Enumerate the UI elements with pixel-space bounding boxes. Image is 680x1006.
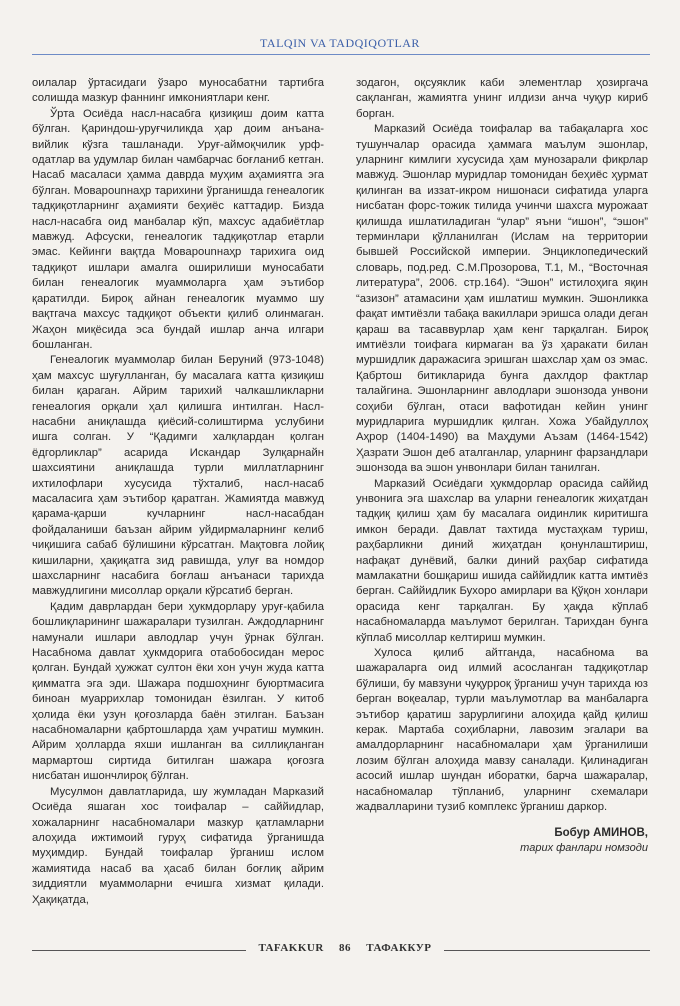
- paragraph: Мусулмон давлатларида, шу жумладан Марказий Осиёда яшаган хос тоифалар – саййидлар, хожаларнинг насабномалари мазкур қатламларни алоҳида ижтимоий гуруҳ сифатида ўрганишда муҳимдир. Бундай тоифалар ўрганиш ислом жамиятида насаб ва ҳасаб билан боғлиқ айрим зиддиятли муаммоларни ечишга хизмат қилади. Ҳақиқатда,: [32, 785, 324, 906]
- right-column: [356, 76, 648, 856]
- paragraph: Ўрта Осиёда насл-насабга қизиқиш доим катта бўлган. Қариндош-уруғчиликда ҳар доим анъана-вийлик кўзга ташланади. Уруғ-аймоқчилик урф-одатлар ва удумлар билан чамбарчас боғланиб кетган. Насаб масаласи ҳамма даврда муҳим аҳамиятга эга бўлган. Моварounнаҳр тарихини ўрганишда генеалогик тадқиқотларнинг аҳамияти беҳиёс каттадир. Бизда насл-насабга оид манбалар кўп, махсус адабиётлар мавжуд. Афсуски, генеалогик тадқиқотлар етарли эмас. Кейинги вақтда Моварounнаҳр тарихига оид тадқиқот ишлари амалга оширилиши муносабати билан генеалогик муаммоларга ҳам эътибор қаратилди. Бироқ айнан генеалогик муаммо шу вақтгача махсус тадқиқот объекти қилиб олинмаган. Жаҳон миқёсида эса бундай ишлар анча илгари бошланган.: [32, 107, 324, 351]
- running-header: TALQIN VA TADQIQOTLAR: [260, 36, 420, 50]
- left-column: [32, 76, 324, 908]
- footer-rule-left: [32, 950, 246, 951]
- paragraph: Марказий Осиёда тоифалар ва табақаларга хос тушунчалар орасида ҳаммага маълум эшонлар, уларнинг кимлиги хусусида ҳам мунозарали фикрлар мавжуд. Эшонлар муридлар томонидан беҳиёс ҳурмат қилинган ва иззат-икром нишонаси сифатида уларга нисбатан форс-тожик тилида учинчи шахсга мурожаат қилишда ишлатиладиган “улар” яъни “ишон”, “эшон” терминлари қўлланилган (Ислам на территории бывшей Российской империи. Энциклопедический словарь, под.ред. С.М.Прозорова, Т.1, М., “Восточная литература”, 2006. стр.164). “Эшон” истилоҳига яқин “азизон” атамасини ҳам ишлатиш мумкин. Эшонликка фақат имтиёзли табақа вакиллари эришса олади деган қараш ва тасаввурлар ҳам кенг тарқалган. Бироқ имтиёзли тоифага кирмаган ва ўз ҳаракати билан муршидлик даражасига эришган шахслар ҳам оз эмас. Қабртош битикларида бунга дахлдор фактлар талайгина. Эшонларнинг авлодлари эшонзода унвони соҳиби бўлган, отаси вафотидан кейин унинг муридларига муршидлик қилган. Хожа Убайдуллоҳ Аҳрор (1404-1490) ва Маҳдуми Аъзам (1464-1542) Ҳазрати Эшон деб аталганлар, уларнинг фарзандлари эшонзода ва эшон унвонлари билан танилган.: [356, 123, 648, 475]
- author-name: Бобур АМИНОВ,: [554, 826, 648, 839]
- paragraph: Марказий Осиёдаги ҳукмдорлар орасида саййид унвонига эга шахслар ва уларни генеалогик жиҳатдан тадқиқ қилиш ҳам бу масалага оидинлик киритишга имкон беради. Давлат тахтида мустаҳкам туриш, раҳбарликни диний жиҳатдан қонунлаштириш, нафақат дунёвий, балки диний раҳбар сифатида мамлакатни бошқариш ишида саййидлик катта имтиёз берган. Саййидлик Бухоро амирлари ва Қўқон хонлари орасида кенг тарқалган. Бу ҳақда кўплаб насабномаларда маълумот берилган. Тарихдан бунга кўплаб мисоллар келтириш мумкин.: [356, 477, 648, 644]
- paragraph: Хулоса қилиб айтганда, насабнома ва шажараларга оид илмий асосланган тадқиқотлар бўлиши, бу мавзуни чуқурроқ ўрганиш учун тарихда юз берган воқеалар, турли маълумотлар ва манбаларга эътибор қаратиш зарурлигини алоҳида қайд қилиш керак. Мартаба соҳибларни, лавозим эгалари ва амалдорларнинг насабномалари ҳам ўрганилиши лозим бўлган алоҳида мавзу саналади. Қилинадиган асосий ишлар шундан иборатки, барча шажаралар, насабномалар тўпланиб, уларнинг схемалари жадвалларини тузиб комплекс ўрганиш даркор.: [356, 647, 648, 814]
- page-footer: [32, 942, 650, 958]
- footer-text: [252, 942, 438, 954]
- paragraph: оилалар ўртасидаги ўзаро муносабатни тартибга солишда мазкур фаннинг имкониятлари кенг.: [32, 77, 324, 105]
- footer-rule-right: [444, 950, 650, 951]
- paragraph: зодагон, оқсуяклик каби элементлар ҳозиргача сақланган, жамиятга унинг илдизи анча чуқур кириб борган.: [356, 77, 648, 120]
- footer-journal-cyrillic: ТАФАККУР: [366, 942, 432, 954]
- header-divider: [32, 54, 650, 55]
- paragraph: Қадим даврлардан бери ҳукмдорлару уруғ-қабила бошлиқларининг шажаралари тузилган. Аждодларнинг намунали ишлари авлодлар учун ўрнак бўлган. Насабнома давлат ҳукмдорига отабобосидан мерос қолган. Бундай ҳужжат султон ёки хон учун жуда катта қимматга эга эди. Шажара подшоҳнинг буюртмасига биноан муаррихлар томонидан ёзилган. У китоб ҳолида ёки узун қоғозларда баён этилган. Баъзан насабномаларни қабртошларда ҳам учратиш мумкин. Айрим ҳолларда яхши ишланган ва силлиқланган мармартош сиртида битилган шажара қоғозга нисбатан ишончлироқ бўлган.: [32, 600, 324, 783]
- author-title: тарих фанлари номзоди: [520, 841, 648, 854]
- footer-journal-latin: TAFAKKUR: [258, 942, 324, 954]
- page-number: 86: [339, 942, 352, 954]
- paragraph: Генеалогик муаммолар билан Беруний (973-1048) ҳам махсус шуғулланган, бу масалага катта қизиқиш билан қараган. Айрим тарихий чалкашликларни генеалогия орқали ҳал қилишга интилган. Насл-насабни аниқлашда қиёсий-солиштирма услубини ишга солган. У “Қадимги халқлардан қолган ёдгорликлар” асарида Искандар Зулқарнайн шахсиятини аниқлашда турли миллатларнинг ихтилофлари хусусида тўхталиб, насл-насаб масаласига ҳам эътибор қаратган. Жамиятда мавжуд қарама-қарши кучларнинг насл-насабдан фойдаланиши баъзан айрим уйдирмаларнинг келиб чиқишига сабаб бўлишини кўрсатган. Мақтовга лойиқ кишиларни, ҳақиқатга зид равишда, улуғ ва номдор шахсларнинг насабига боғлаш анъанаси тарихда мавжудлигини мисоллар орқали кўрсатиб берган.: [32, 354, 324, 598]
